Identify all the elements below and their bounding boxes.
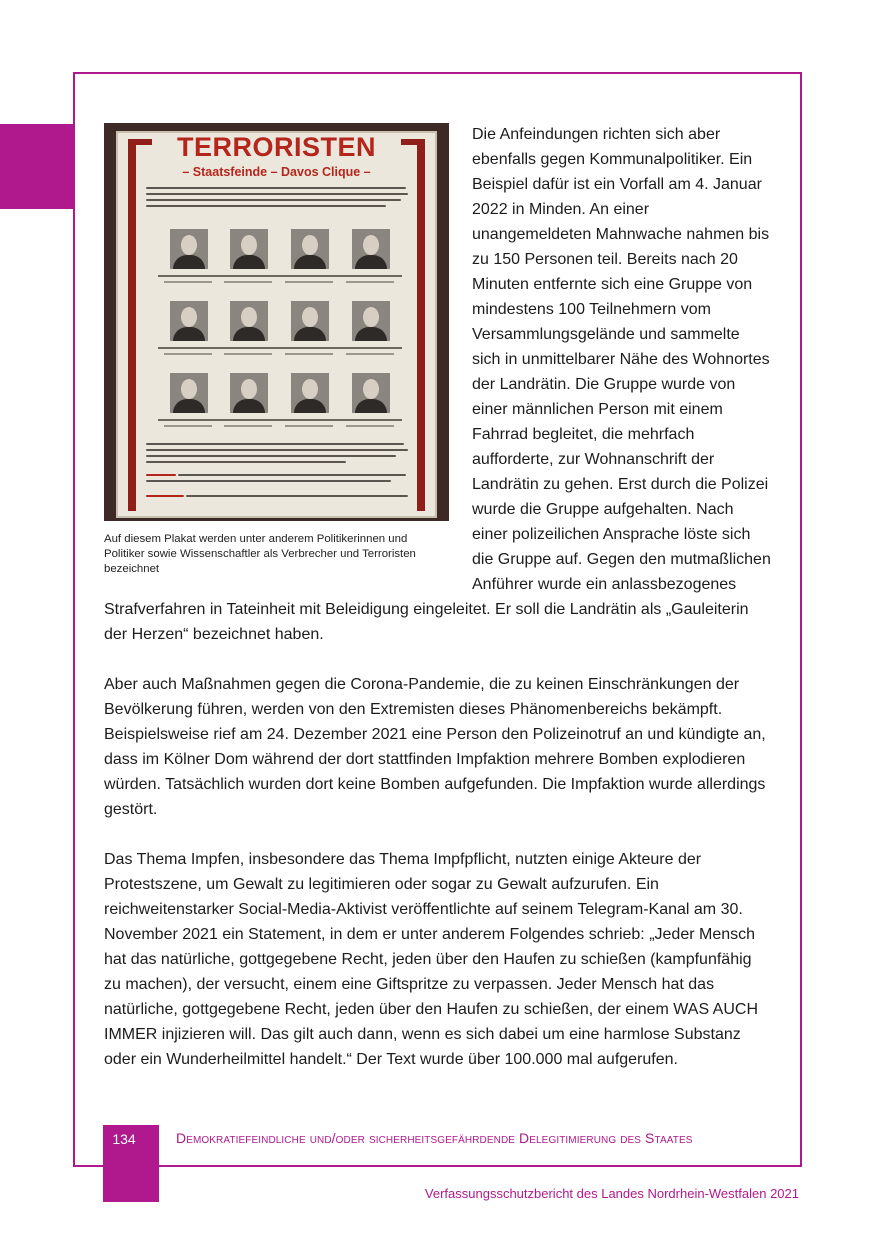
poster-subtitle: – Staatsfeinde – Davos Clique – xyxy=(182,165,371,179)
body-text xyxy=(104,122,772,1072)
body-paragraph: Das Thema Impfen, insbesondere das Thema Impfpflicht, nutzten einige Akteure der Protestszene, um Gewalt zu legitimieren oder sogar zu Gewalt aufzurufen. Ein reichweitenstarker Social-Media-Aktivist veröffentlichte auf seinem Telegram-Kanal am 30. November 2021 ein Statement, in dem er unter anderem Folgendes schrieb: „Jeder Mensch hat das natürliche, gottgegebene Recht, jeden über den Haufen zu schießen (kampfunfähig zu machen), der versucht, einem eine Giftspritze zu verpassen. Jeder Mensch hat das natürliche, gottgegebene Recht, jeden über den Haufen zu schießen, der einem WAS AUCH IMMER injizieren will. Das gilt auch dann, wenn es sich dabei um eine harmlose Substanz oder ein Wunderheilmittel handelt.“ Der Text wurde über 100.000 mal aufgerufen. xyxy=(104,851,759,1068)
body-paragraph: Aber auch Maßnahmen gegen die Corona-Pandemie, die zu keinen Einschränkungen der Bevölkerung führen, werden von den Extremisten dieses Phänomenbereichs bekämpft. Beispielsweise rief am 24. Dezember 2021 eine Person den Polizeinotruf an und kündigte an, dass im Kölner Dom während der dort stattfinden Impfaktion mehrere Bomben explodieren würden. Tatsächlich wurden dort keine Bomben aufgefunden. Die Impfaktion wurde allerdings gestört. xyxy=(104,676,766,818)
side-tab-marker xyxy=(0,124,74,209)
figure-float-space xyxy=(104,122,472,590)
footer-source: Verfassungsschutzbericht des Landes Nordrhein-Westfalen 2021 xyxy=(424,1186,799,1201)
figure-caption: Auf diesem Plakat werden unter anderem Politikerinnen und Politiker sowie Wissenschaftler als Verbrecher und Terroristen bezeichnet xyxy=(104,533,416,575)
poster-title: TERRORISTEN xyxy=(176,132,376,162)
body-paragraph: Die Anfeindungen richten sich aber ebenfalls gegen Kommunalpolitiker. Ein Beispiel dafür ist ein Vorfall am 4. Januar 2022 in Minden. An einer unangemeldeten Mahnwache nahmen bis zu 150 Personen teil. Bereits nach 20 Minuten entfernte sich eine Gruppe von mindestens 100 Teilnehmern vom Versammlungsgelände und sammelte sich in unmittelbarer Nähe des Wohnortes der Landrätin. Die Gruppe wurde von einer männlichen Person mit einem Fahrrad begleitet, die mehrfach aufforderte, zur Wohnanschrift der Landrätin zu gehen. Erst durch die Polizei wurde die Gruppe aufgehalten. Nach einer polizeilichen Ansprache löste sich die Gruppe auf. Gegen den mutmaßlichen Anführer wurde ein anlassbezogenes Strafverfahren in Tateinheit mit Beleidigung eingeleitet. Er soll die Landrätin als „Gauleiterin der Herzen“ bezeichnet haben. xyxy=(104,126,771,643)
running-header: Demokratiefeindliche und/oder sicherheitsgefährdende Delegitimierung des Staates xyxy=(176,1130,693,1146)
page-number: 134 xyxy=(112,1131,136,1147)
